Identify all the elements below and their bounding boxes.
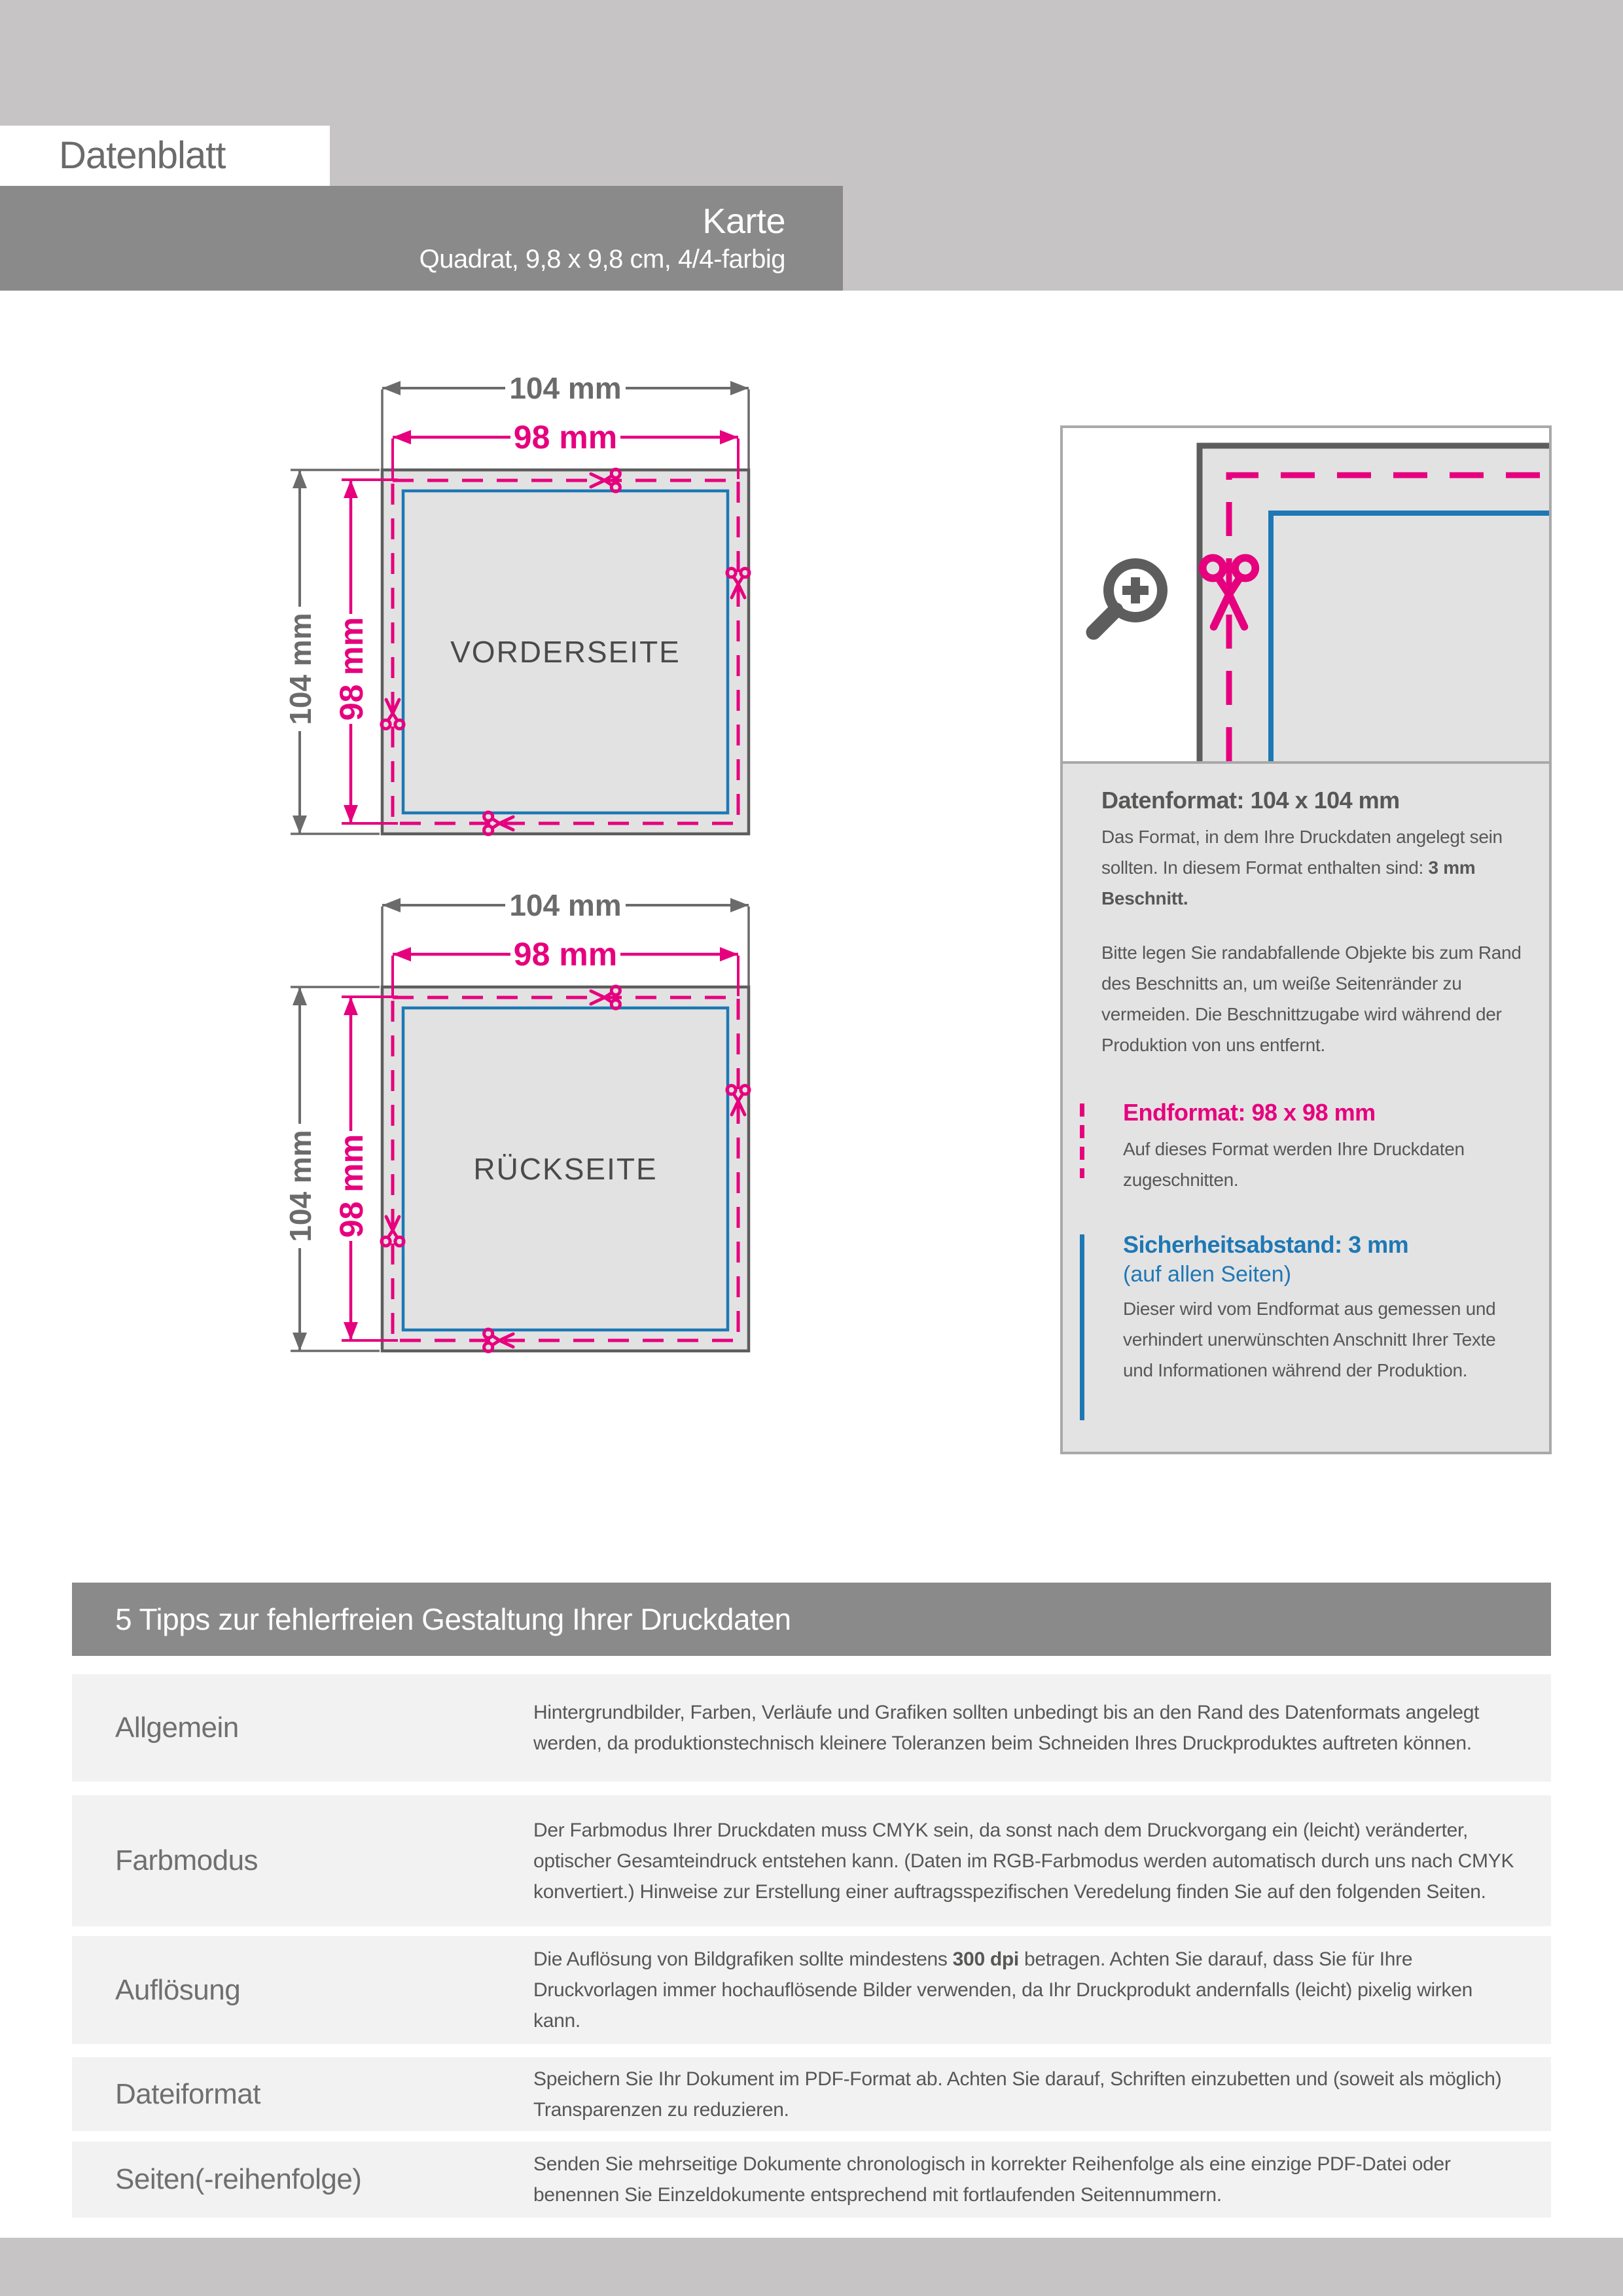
arrowhead — [293, 987, 307, 1005]
arrowhead — [393, 430, 411, 444]
back-side-label: RÜCKSEITE — [473, 1152, 658, 1186]
arrowhead — [293, 1333, 307, 1351]
tip-row-allgemein — [72, 1674, 1551, 1782]
tip-row-dateiformat — [72, 2057, 1551, 2131]
tip-text-pre: Hintergrundbilder, Farben, Verläufe und Grafiken sollten unbedingt bis an den Rand des Datenformats angelegt werden, da produktionstechnisch kleinere Toleranzen beim Schneiden Ihres Druckproduktes auftreten können. — [533, 1702, 1480, 1754]
arrowhead — [393, 947, 411, 961]
sheet-label-box — [0, 126, 330, 186]
tips-section — [72, 1583, 1551, 2217]
tips-heading: 5 Tipps zur fehlerfreien Gestaltung Ihrer Druckdaten — [72, 1583, 1551, 1656]
bleed-note: Bitte legen Sie randabfallende Objekte bis zum Rand des Beschnitts an, um weiße Seitenränder zu vermeiden. Die Beschnittzugabe wird während der Produktion von uns entfernt. — [1101, 942, 1522, 1055]
dim-104-left-label: 104 mm — [283, 613, 317, 725]
arrowhead — [344, 1322, 358, 1340]
safety-block — [1101, 1230, 1522, 1386]
endformat-heading: Endformat: 98 x 98 mm — [1123, 1099, 1376, 1126]
tip-label: Seiten(-reihenfolge) — [115, 2163, 362, 2195]
tip-label: Auflösung — [115, 1973, 241, 2006]
tip-text-pre: Die Auflösung von Bildgrafiken sollte mindestens — [533, 1948, 953, 1970]
arrowhead — [730, 381, 749, 395]
tip-row-farbmodus — [72, 1795, 1551, 1926]
arrowhead — [293, 816, 307, 834]
product-subtitle: Quadrat, 9,8 x 9,8 cm, 4/4-farbig — [419, 245, 785, 274]
cut-line-swatch — [1080, 1103, 1084, 1178]
arrowhead — [344, 997, 358, 1015]
front-format-diagram — [249, 353, 785, 877]
tip-text-pre: Senden Sie mehrseitige Dokumente chronologisch in korrekter Reihenfolge als eine einzige PDF-Datei oder benennen Sie Einzeldokumente entsprechend mit fortlaufenden Seitennummern. — [533, 2153, 1451, 2206]
tip-text — [533, 1697, 1551, 1759]
data-format-area — [1200, 446, 1549, 761]
arrowhead — [382, 381, 401, 395]
datenformat-heading: Datenformat: 104 x 104 mm — [1101, 787, 1400, 814]
tip-text — [533, 2064, 1551, 2125]
arrowhead — [720, 947, 738, 961]
arrowhead — [344, 805, 358, 823]
datenformat-body-text: Das Format, in dem Ihre Druckdaten angelegt sein sollten. In diesem Format enthalten sind: — [1101, 827, 1503, 878]
sheet-label: Datenblatt — [59, 134, 226, 177]
endformat-block — [1101, 1098, 1522, 1195]
dim-98-top-label: 98 mm — [513, 936, 618, 973]
datenformat-body — [1101, 821, 1522, 914]
tip-text-pre: Der Farbmodus Ihrer Druckdaten muss CMYK sein, da sonst nach dem Druckvorgang ein (leicht) veränderter, optischer Gesamteindruck entstehen kann. (Daten im RGB-Farbmodus werden automatisch durch uns nach CMYK konvertiert.) Hinweise zur Erstellung einer auftragsspezifischen Veredelung finden Sie auf den folgenden Seiten. — [533, 1819, 1514, 1903]
arrowhead — [293, 470, 307, 488]
footer-band — [0, 2238, 1623, 2296]
dim-98-left-label: 98 mm — [333, 617, 370, 721]
dim-104-left-label: 104 mm — [283, 1130, 317, 1242]
tip-text-bold: 300 dpi — [952, 1948, 1019, 1970]
dim-104-top-label: 104 mm — [509, 371, 622, 405]
back-format-diagram — [249, 870, 785, 1394]
safety-line-swatch — [1080, 1234, 1084, 1420]
dim-98-left-label: 98 mm — [333, 1134, 370, 1238]
dim-104-top-label: 104 mm — [509, 888, 622, 922]
safety-body: Dieser wird vom Endformat aus gemessen und verhindert unerwünschten Anschnitt Ihrer Texte und Informationen während der Produktion. — [1123, 1299, 1496, 1380]
safety-subheading: (auf allen Seiten) — [1123, 1262, 1292, 1287]
format-info-text — [1063, 761, 1549, 1452]
tip-text-pre: Speichern Sie Ihr Dokument im PDF-Format ab. Achten Sie darauf, Schriften einzubetten und (soweit als möglich) Transparenzen zu reduzieren. — [533, 2068, 1502, 2121]
arrowhead — [382, 898, 401, 912]
safety-heading: Sicherheitsabstand: 3 mm — [1123, 1231, 1409, 1258]
format-info-panel — [1060, 425, 1552, 1454]
datenformat-body-bold: 3 mm Beschnitt. — [1101, 857, 1476, 908]
arrowhead — [720, 430, 738, 444]
corner-zoom-graphic — [1063, 428, 1549, 761]
tip-text — [533, 1944, 1551, 2036]
tip-label: Dateiformat — [115, 2077, 260, 2110]
magnifier-icon — [1094, 564, 1162, 632]
product-header-band — [0, 186, 843, 291]
tip-row-seitenreihenfolge — [72, 2142, 1551, 2217]
tip-text-post: betragen. Achten Sie darauf, dass Sie für Ihre Druckvorlagen immer hochauflösende Bilder verwenden, da Ihr Druckprodukt andernfalls (leicht) pixelig wirken kann. — [533, 1948, 1472, 2032]
arrowhead — [730, 898, 749, 912]
tip-row-aufloesung — [72, 1936, 1551, 2044]
endformat-body: Auf dieses Format werden Ihre Druckdaten zugeschnitten. — [1123, 1139, 1465, 1190]
tip-text — [533, 2149, 1551, 2210]
tip-label: Allgemein — [115, 1712, 239, 1744]
corner-zoom-illustration — [1063, 428, 1549, 761]
tip-label: Farbmodus — [115, 1844, 259, 1876]
front-side-label: VORDERSEITE — [450, 635, 681, 669]
arrowhead — [344, 480, 358, 498]
tip-text — [533, 1815, 1551, 1907]
product-name: Karte — [702, 202, 785, 241]
dim-98-top-label: 98 mm — [513, 419, 618, 456]
